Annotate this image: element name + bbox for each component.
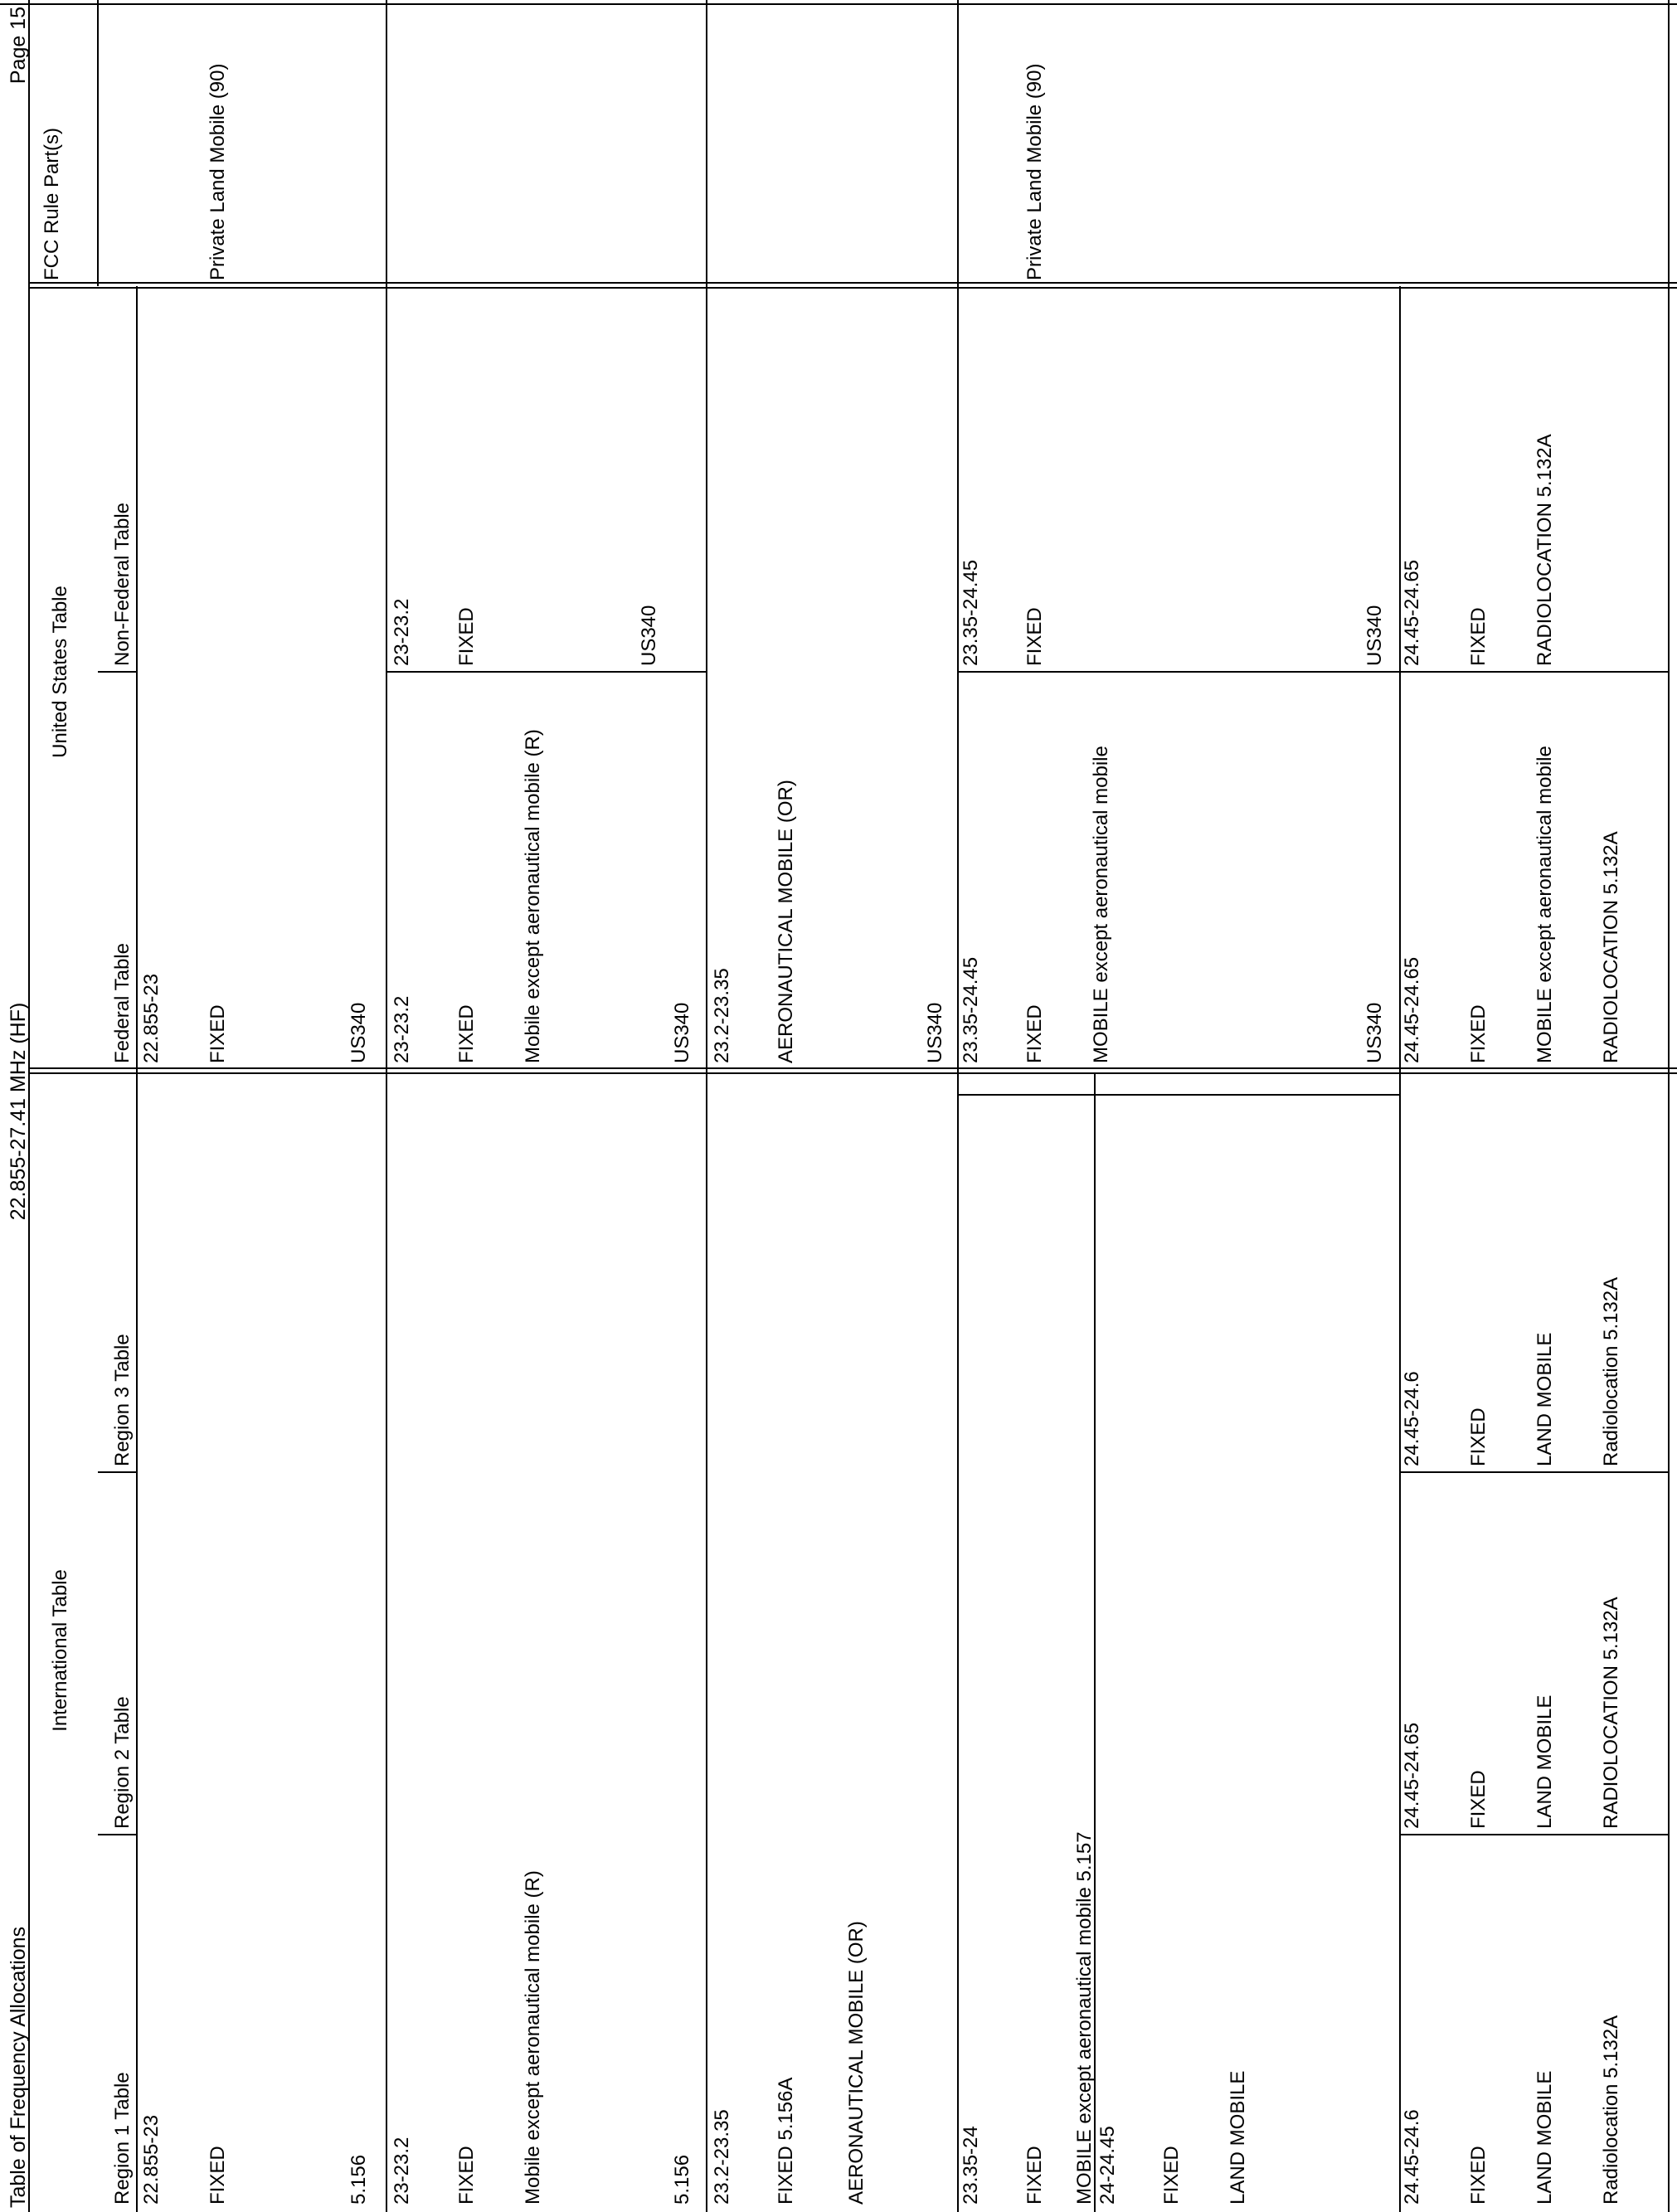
cell-text: 23-23.2 <box>391 598 413 666</box>
cell-text: MOBILE except aeronautical mobile <box>1090 746 1112 1063</box>
cell-text: 24.45-24.65 <box>1401 559 1423 666</box>
fcc-rule-part: Private Land Mobile (90) <box>1023 63 1046 280</box>
cell-text: RADIOLOCATION 5.132A <box>1600 831 1622 1063</box>
fcc-rule-part: Private Land Mobile (90) <box>207 63 229 280</box>
region2-header: Region 2 Table <box>111 1696 134 1829</box>
cell-text: 23.2-23.35 <box>711 2109 733 2205</box>
cell-text: MOBILE except aeronautical mobile 5.157 <box>1073 1831 1096 2205</box>
cell-text: US340 <box>638 605 660 666</box>
cell-text: FIXED <box>1467 607 1490 666</box>
cell-text: FIXED <box>1023 607 1046 666</box>
table-row <box>391 599 693 2205</box>
cell-text: FIXED <box>1467 1004 1490 1063</box>
cell-text: 24.45-24.6 <box>1401 2109 1423 2205</box>
cell-text: FIXED <box>1467 1407 1490 1466</box>
cell-text: US340 <box>671 1002 693 1063</box>
cell-text: 5.156 <box>348 2154 370 2205</box>
cell-text: LAND MOBILE <box>1534 2070 1556 2205</box>
cell-text: 23.35-24.45 <box>960 559 982 666</box>
cell-text: 22.855-23 <box>140 2114 163 2205</box>
table-row <box>1401 434 1622 2205</box>
cell-text: FIXED <box>455 1004 478 1063</box>
cell-text: LAND MOBILE <box>1227 2070 1249 2205</box>
doc-title: Table of Frequency Allocations <box>7 1926 30 2208</box>
cell-text: RADIOLOCATION 5.132A <box>1600 1597 1622 1829</box>
cell-text: FIXED <box>1467 1770 1490 1829</box>
cell-text: RADIOLOCATION 5.132A <box>1534 434 1556 666</box>
cell-text: 23.35-24 <box>960 2126 982 2205</box>
cell-text: AERONAUTICAL MOBILE (OR) <box>775 780 797 1063</box>
cell-text: 24.45-24.65 <box>1401 1722 1423 1829</box>
cell-text: 24.45-24.65 <box>1401 956 1423 1063</box>
cell-text: LAND MOBILE <box>1534 1694 1556 1829</box>
cell-text: FIXED <box>207 2146 229 2205</box>
cell-text: 22.855-23 <box>140 973 163 1063</box>
cell-text: 24.45-24.6 <box>1401 1371 1423 1466</box>
table-row <box>960 64 1386 2205</box>
table-row <box>711 780 946 2205</box>
cell-text: FIXED <box>1023 1004 1046 1063</box>
cell-text: FIXED <box>1023 2146 1046 2205</box>
cell-text: MOBILE except aeronautical mobile <box>1534 746 1556 1063</box>
cell-text: 5.156 <box>671 2154 693 2205</box>
cell-text: LAND MOBILE <box>1534 1332 1556 1466</box>
cell-text: 24-24.45 <box>1096 2126 1119 2205</box>
band-range: 22.855-27.41 MHz (HF) <box>7 1002 30 1221</box>
cell-text: 23.2-23.35 <box>711 968 733 1063</box>
cell-text: 23.35-24.45 <box>960 956 982 1063</box>
region3-header: Region 3 Table <box>111 1334 134 1466</box>
region1-header: Region 1 Table <box>111 2072 134 2205</box>
nonfederal-header: Non-Federal Table <box>111 502 134 666</box>
fcc-rule-header: FCC Rule Part(s) <box>41 127 63 280</box>
cell-text: 23-23.2 <box>391 995 413 1063</box>
cell-text: US340 <box>348 1002 370 1063</box>
cell-text: Radiolocation 5.132A <box>1600 1276 1622 1466</box>
international-table-header: International Table <box>49 1569 71 1732</box>
cell-text: US340 <box>1363 605 1386 666</box>
cell-text: 23-23.2 <box>391 2137 413 2205</box>
cell-text: AERONAUTICAL MOBILE (OR) <box>845 1921 868 2205</box>
page-header-title <box>7 1927 30 2208</box>
cell-text: FIXED <box>455 607 478 666</box>
us-table-header: United States Table <box>49 586 71 758</box>
cell-text: Mobile except aeronautical mobile (R) <box>522 729 544 1063</box>
cell-text: FIXED <box>1467 2146 1490 2205</box>
federal-header: Federal Table <box>111 943 134 1063</box>
cell-text: US340 <box>1363 1002 1386 1063</box>
cell-text: FIXED <box>1160 2146 1183 2205</box>
cell-text: Mobile except aeronautical mobile (R) <box>522 1870 544 2205</box>
cell-text: Radiolocation 5.132A <box>1600 2015 1622 2205</box>
page-number: Page 15 <box>7 7 30 85</box>
cell-text: US340 <box>924 1002 946 1063</box>
cell-text: FIXED <box>455 2146 478 2205</box>
table-row <box>140 64 370 2205</box>
cell-text: FIXED 5.156A <box>775 2077 797 2205</box>
cell-text: FIXED <box>207 1004 229 1063</box>
